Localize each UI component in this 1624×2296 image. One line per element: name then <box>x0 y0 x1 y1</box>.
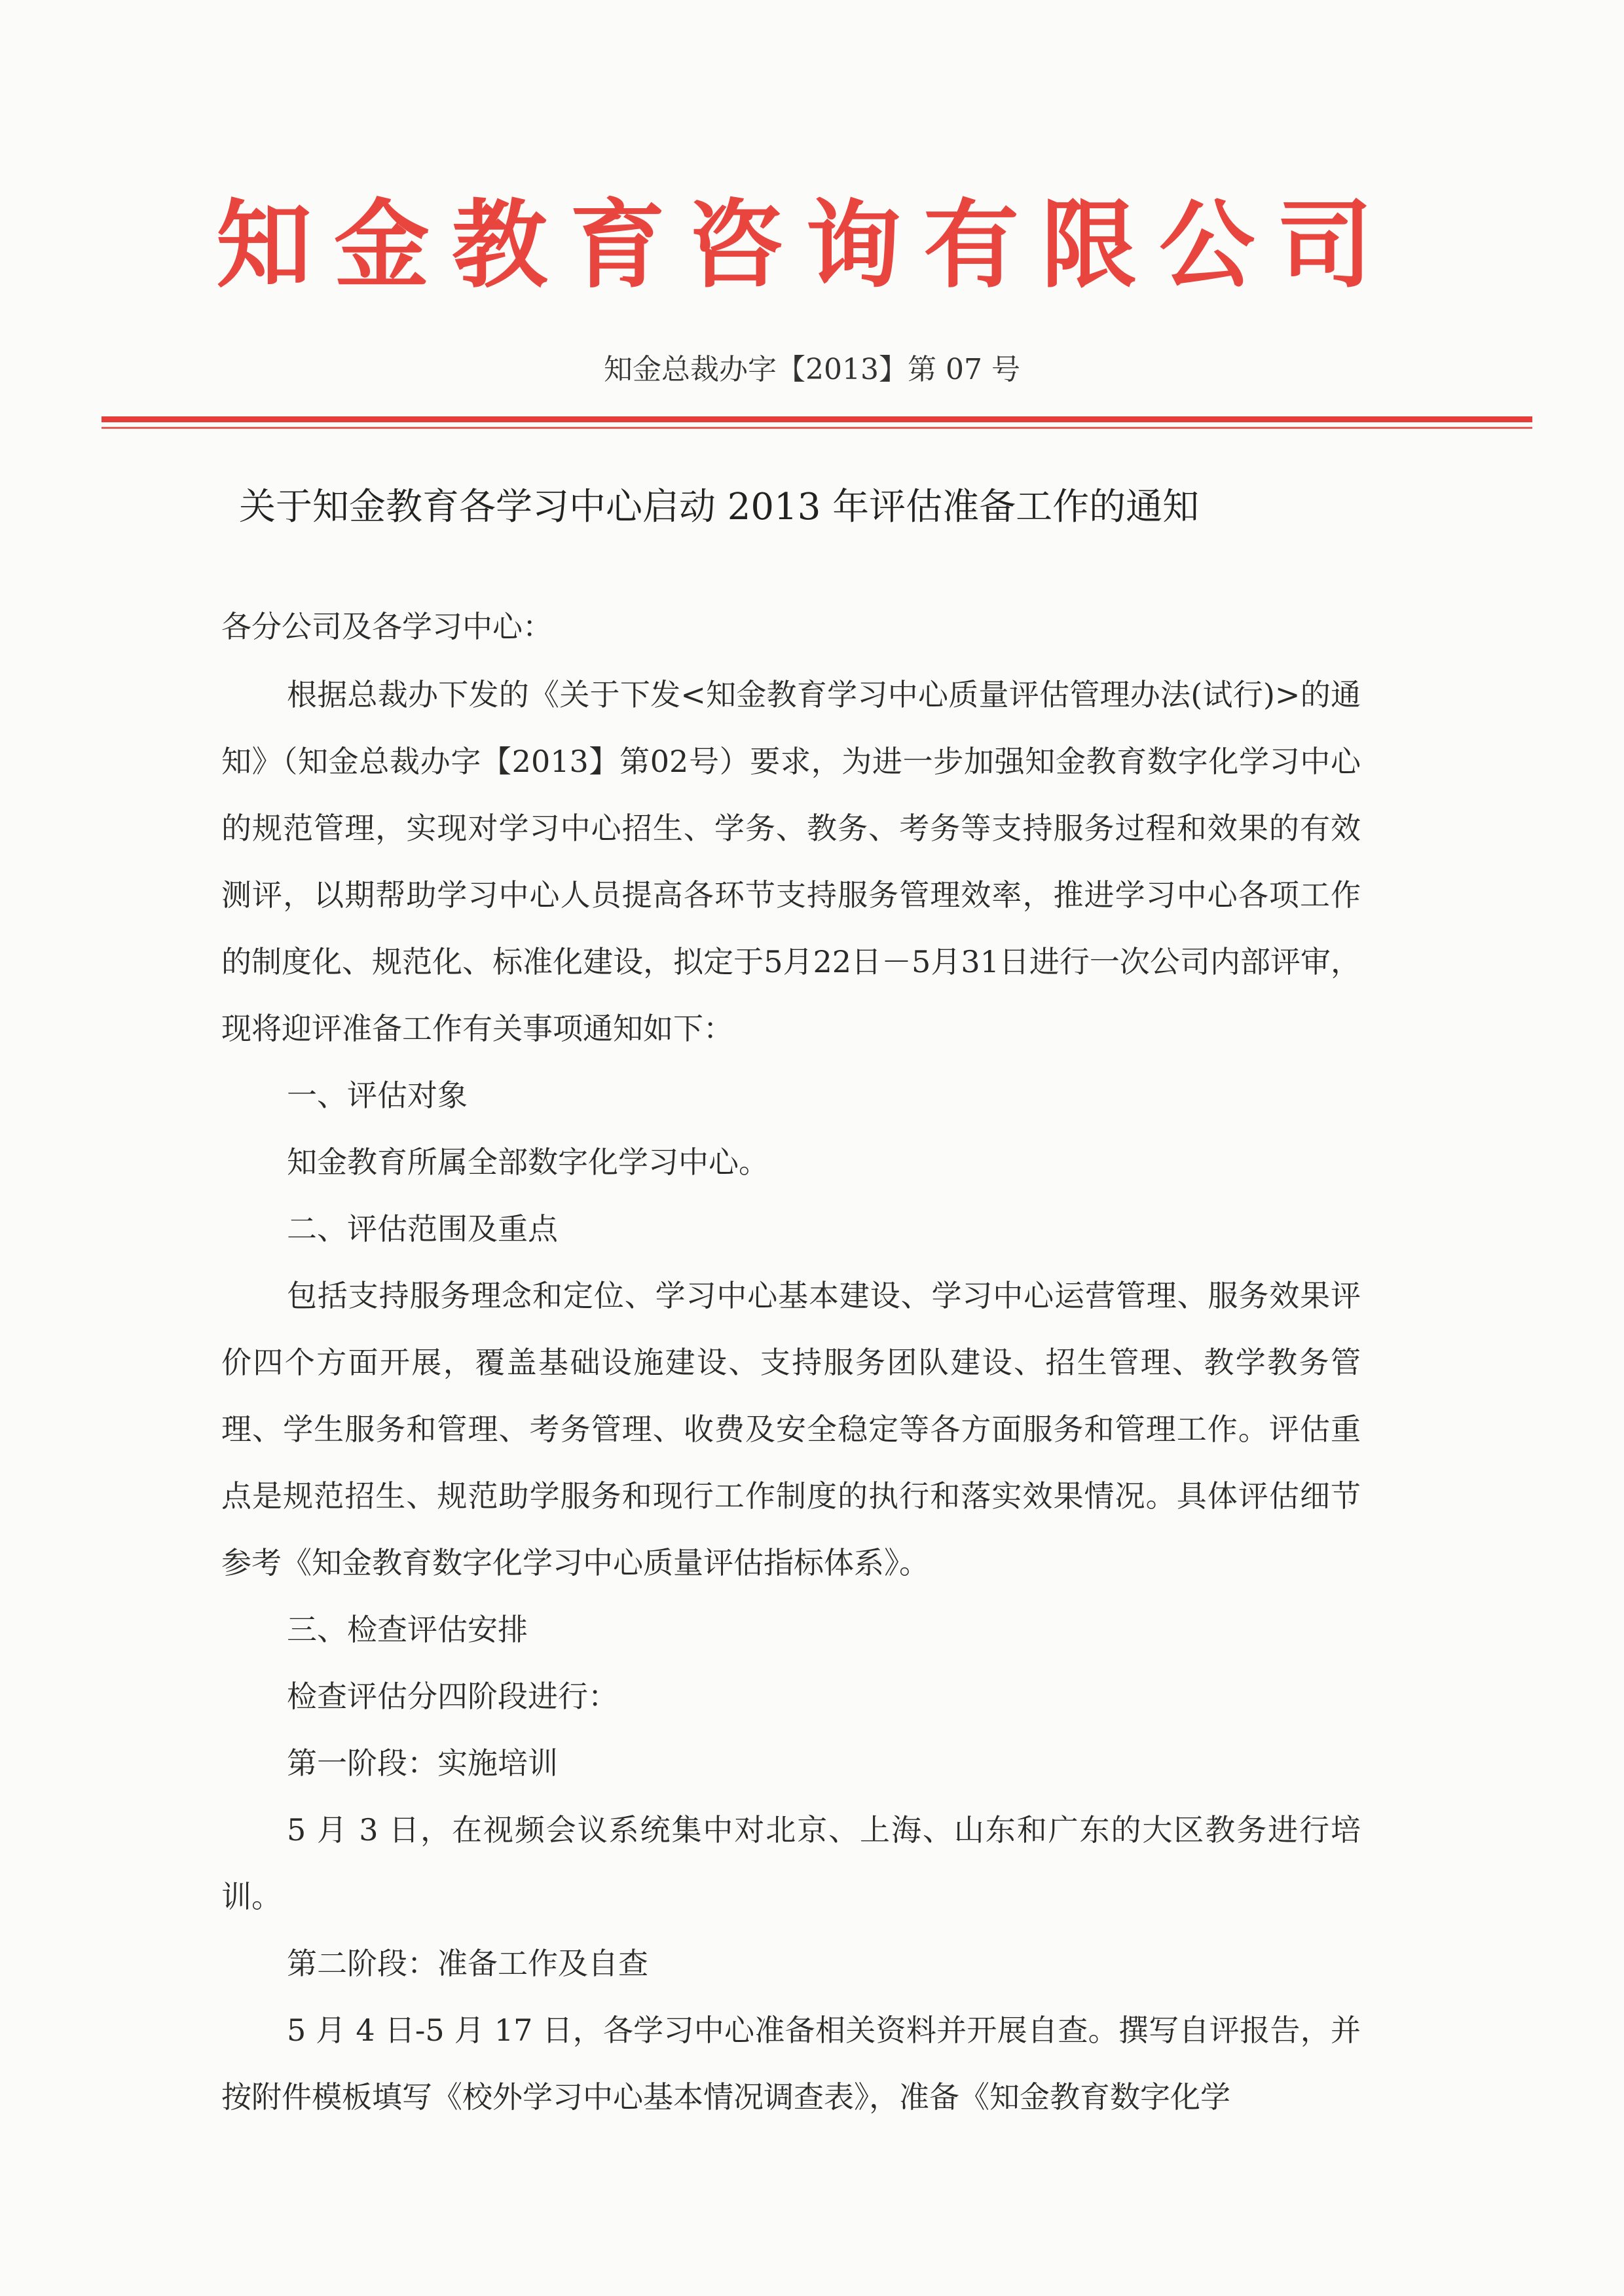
paragraph-stage-2: 5 月 4 日-5 月 17 日，各学习中心准备相关资料并开展自查。撰写自评报告，并按附件模板填写《校外学习中心基本情况调查表》，准备《知金教育数字化学 <box>221 2013 1361 2115</box>
red-divider-thin <box>101 427 1532 429</box>
section-heading-3: 三、检查评估安排 <box>287 1612 528 1647</box>
paragraph-evaluation-scope: 包括支持服务理念和定位、学习中心基本建设、学习中心运营管理、服务效果评价四个方面开展，覆盖基础设施建设、支持服务团队建设、招生管理、教学教务管理、学生服务和管理、考务管理、收费及安全稳定等各方面服务和管理工作。评估重点是规范招生、规范助学服务和现行工作制度的执行和落实效果情况。具体评估细节参考《知金教育数字化学习中心质量评估指标体系》。 <box>221 1278 1361 1580</box>
section-heading-1: 一、评估对象 <box>287 1078 468 1113</box>
stage-heading-2: 第二阶段：准备工作及自查 <box>287 1946 648 1981</box>
notice-title: 关于知金教育各学习中心启动 2013 年评估准备工作的通知 <box>239 486 1200 528</box>
notice-body <box>221 593 1361 2130</box>
document-number: 知金总裁办字【2013】第 07 号 <box>604 353 1020 386</box>
paragraph-evaluation-target: 知金教育所属全部数字化学习中心。 <box>287 1144 769 1180</box>
company-letterhead: 知金教育咨询有限公司 <box>216 190 1395 301</box>
paragraph-intro: 根据总裁办下发的《关于下发<知金教育学习中心质量评估管理办法(试行)>的通知》（知金总裁办字【2013】第02号）要求，为进一步加强知金教育数字化学习中心的规范管理，实现对学习中心招生、学务、教务、考务等支持服务过程和效果的有效测评，以期帮助学习中心人员提高各环节支持服务管理效率，推进学习中心各项工作的制度化、规范化、标准化建设，拟定于5月22日－5月31日进行一次公司内部评审，现将迎评准备工作有关事项通知如下： <box>221 677 1361 1046</box>
paragraph-stage-1: 5 月 3 日，在视频会议系统集中对北京、上海、山东和广东的大区教务进行培训。 <box>221 1812 1361 1914</box>
red-divider-thick <box>101 416 1532 422</box>
stage-heading-1: 第一阶段：实施培训 <box>287 1745 558 1781</box>
paragraph-stages-intro: 检查评估分四阶段进行： <box>287 1679 618 1714</box>
salutation: 各分公司及各学习中心： <box>221 609 553 644</box>
section-heading-2: 二、评估范围及重点 <box>287 1211 558 1247</box>
